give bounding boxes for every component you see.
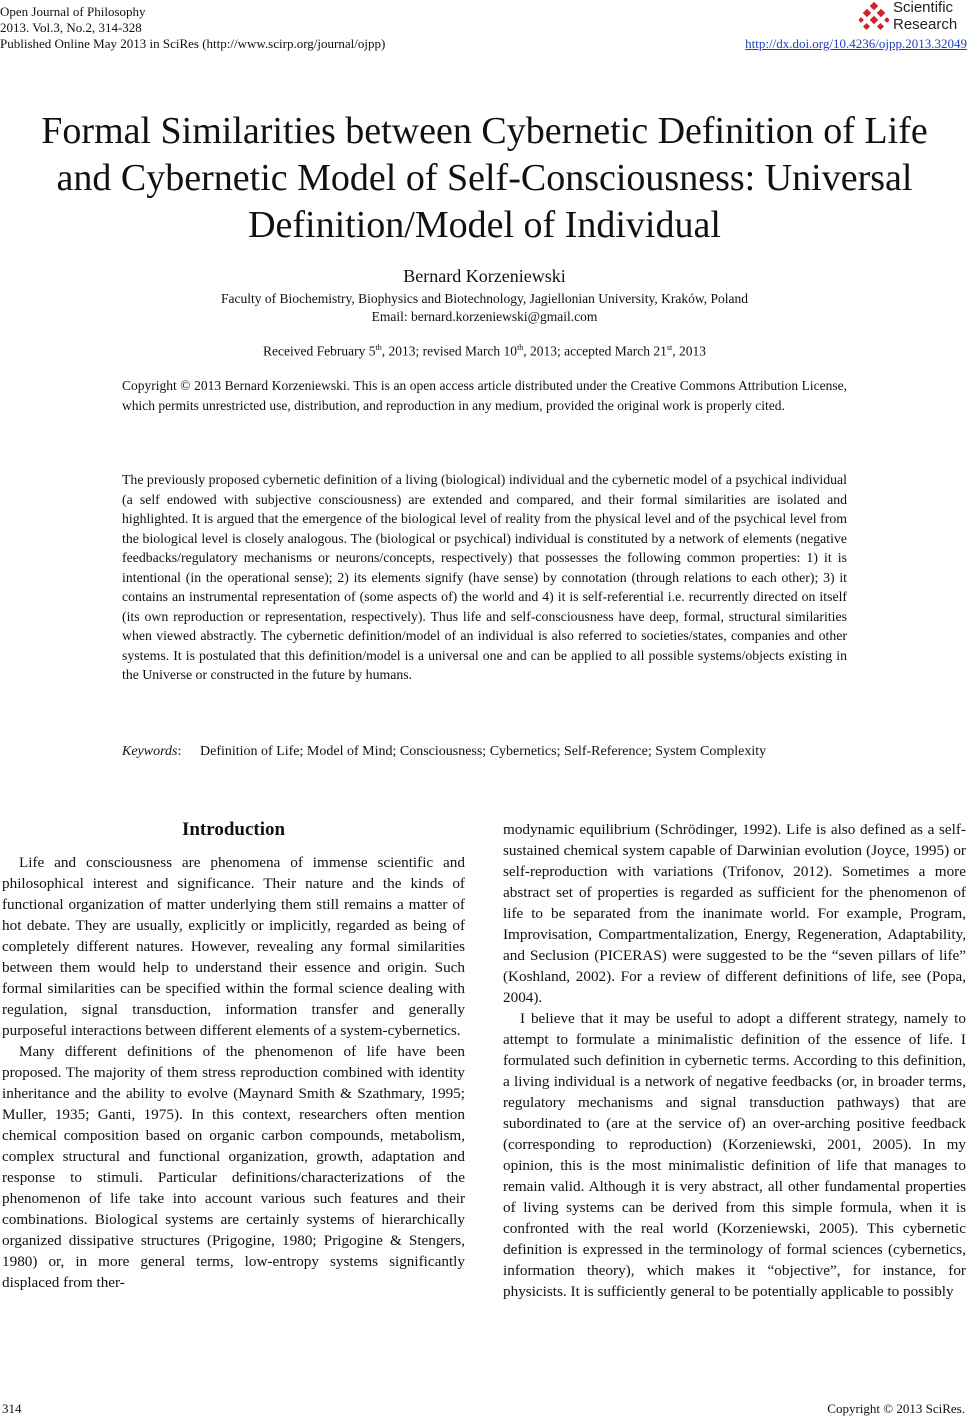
received-sup-3: st [666, 343, 673, 352]
logo-text-scientific: Scientific [893, 0, 954, 16]
received-text-2: , 2013; revised March 10 [381, 343, 518, 359]
copyright-notice: Copyright © 2013 Bernard Korzeniewski. This is an open access article distributed under the Creative Commons Attribution License, which permits unrestricted use, distribution, and reproduction in any medium, provided the original work is properly cited. [122, 378, 847, 413]
body-paragraph: I believe that it may be useful to adopt a different strategy, namely to attempt to formulate a minimalistic definition of the essence of life. I formulated such definition in cybernetic terms. According to this definition, a living individual is a network of negative feedbacks (or, in broader terms, regulatory mechanisms and signal transduction pathways) that are subordinated to (are at the service of) an over-arching positive feedback (corresponding to reproduction) (Korzeniewski, 2001, 2005). In my opinion, this is the most minimalistic definition of life that manages to remain valid. Although it is very abstract, all other fundamental properties of living systems can be derived from this simple formula, when it is confronted with the real world (Korzeniewski, 2005). This cybernetic definition is expressed in the terminology of formal sciences (cybernetics, information theory), which makes it “objective”, for instance, for physicists. It is sufficiently general to be potentially applicable to possibly [503, 1010, 966, 1300]
author-email: Email: bernard.korzeniewski@gmail.com [371, 309, 598, 324]
received-dates [0, 343, 969, 360]
right-column [503, 819, 966, 1302]
doi-link[interactable]: http://dx.doi.org/10.4236/ojpp.2013.32049 [745, 36, 967, 51]
received-sup-2: th [517, 343, 524, 352]
received-text-3: , 2013; accepted March 21 [523, 343, 667, 359]
body-paragraph: Many different definitions of the phenomenon of life have been proposed. The majority of them stress reproduction combined with identity inheritance and the ability to evolve (Maynard Smith & Szathmary, 1995; Muller, 1935; Ganti, 1975). In this context, researchers often mention chemical composition based on organic carbon compounds, metabolism, complex structural and functional organization, growth, adaptation and response to stimuli. Particular definitions/characterizations of the phenomenon of life take into account various such features and their combinations. Biological systems are certainly systems of hierarchically organized dissipative structures (Prigogine, 1980; Prigogine & Stengers, 1980) or, in more general terms, low-entropy systems significantly displaced from ther- [2, 1043, 465, 1291]
received-sup-1: th [375, 343, 382, 352]
journal-published: Published Online May 2013 in SciRes (http://www.scirp.org/journal/ojpp) [0, 36, 386, 51]
footer-copyright: Copyright © 2013 SciRes. [827, 1401, 965, 1416]
keywords-label: Keywords [122, 744, 178, 759]
journal-name: Open Journal of Philosophy [0, 4, 146, 19]
received-text-4: , 2013 [672, 343, 706, 359]
body-paragraph: modynamic equilibrium (Schrödinger, 1992). Life is also defined as a self-sustained chemical system capable of Darwinian evolution (Joyce, 1995) or self-reproduction with variations (Trifonov, 2012). Sometimes a more abstract set of properties is regarded as sufficient for the phenomenon of life to be separated from the inanimate world. For example, Program, Improvisation, Compartmentalization, Energy, Regeneration, Adaptability, and Seclusion (PICERAS) were suggested to be the “seven pillars of life” (Koshland, 2002). For a review of different definitions of life, see (Popa, 2004). [503, 821, 966, 1006]
body-paragraph: Life and consciousness are phenomena of immense scientific and philosophical interest and significance. Their nature and the kinds of functional organization of matter underlying them still remains a matter of hot debate. They are usually, explicitly or implicitly, regarded as being of completely different natures. However, revealing any formal similarities between them would help to understand their essence and origin. Such formal similarities can be specified within the formal science dealing with regulation, signal transduction, information transfer and generally purposeful interactions between different elements of a system-cybernetics. [2, 854, 465, 1039]
scientific-research-logo-icon [859, 2, 889, 32]
logo-text-research: Research [893, 16, 958, 33]
left-column [2, 818, 465, 1293]
publisher-logo [857, 0, 967, 40]
section-heading-introduction: Introduction [181, 819, 286, 840]
keywords [122, 741, 847, 762]
journal-volume: 2013. Vol.3, No.2, 314-328 [0, 20, 142, 35]
paper-title: Formal Similarities between Cybernetic Definition of Life and Cybernetic Model of Self-Consciousness: Universal Definition/Model of Individual [41, 110, 928, 246]
keywords-colon: : [177, 744, 182, 759]
received-text-1: Received February 5 [263, 343, 376, 359]
abstract: The previously proposed cybernetic definition of a living (biological) individual and the cybernetic model of a psychical individual (a self endowed with subjective consciousness) are extended and compared, and their formal similarities are isolated and highlighted. It is argued that the emergence of the biological level of reality from the physical level and of the psychical level from the biological level is closely analogous. The (biological or psychical) individual is constituted by a network of elements (negative feedbacks/regulatory mechanisms or neurons/concepts, respectively) that possesses the following common properties: 1) it is intentional (in the operational sense); 2) its elements signify (have sense) by connotation (through relations to each other); 3) it contains an instrumental representation of (some aspects of) the world and 4) it is self-referential i.e. recurrently directed on itself (its own reproduction or representation, respectively). Thus life and self-consciousness have deep, formal, structural similarities when viewed abstractly. The cybernetic definition/model of an individual is also referred to societies/states, companies and other systems. It is postulated that this definition/model is a universal one and can be applied to all possible systems/objects existing in the Universe or constructed in the future by humans. [122, 472, 847, 682]
keywords-list: Definition of Life; Model of Mind; Consciousness; Cybernetics; Self-Reference; System Complexity [200, 744, 767, 759]
author-affiliation [0, 290, 969, 326]
affiliation-text: Faculty of Biochemistry, Biophysics and Biotechnology, Jagiellonian University, Kraków, Poland [220, 291, 749, 306]
journal-header [0, 4, 500, 52]
page-number: 314 [2, 1401, 22, 1416]
author-name: Bernard Korzeniewski [403, 266, 566, 286]
